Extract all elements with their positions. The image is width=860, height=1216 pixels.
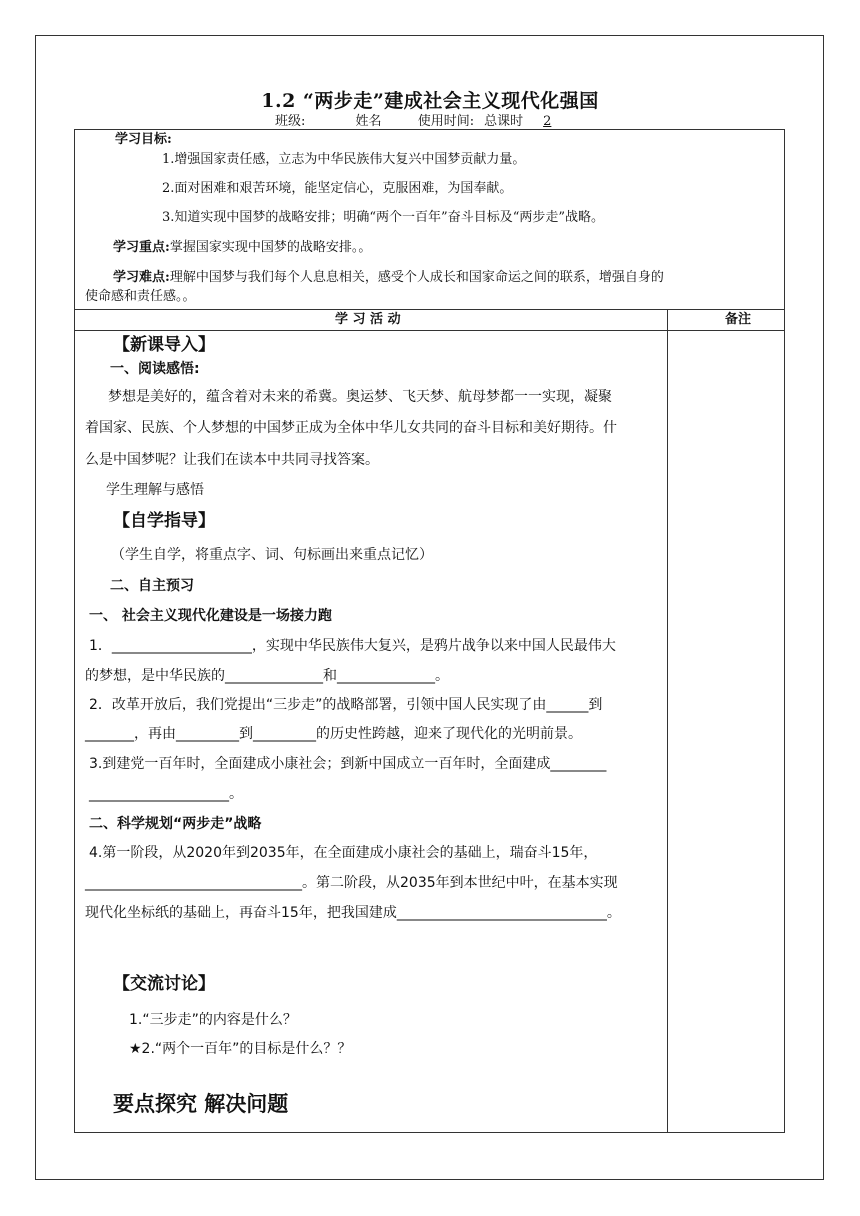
question-4-cont: 现代化坐标纸的基础上，再奋斗15年，把我国建成______________________________。	[85, 905, 621, 921]
divider	[75, 330, 784, 331]
difficulty-text-cont: 使命感和责任感。。	[85, 289, 196, 304]
intro-subheading: 一、阅读感悟:	[110, 361, 200, 377]
difficulty-label: 学习难点:	[113, 270, 170, 285]
intro-text: 么是中国梦呢？让我们在读本中共同寻找答案。	[85, 452, 379, 468]
intro-text: 梦想是美好的，蕴含着对未来的希冀。奥运梦、飞天梦、航母梦都一一实现，凝聚	[108, 389, 612, 405]
lesson-table	[74, 129, 785, 1133]
hours-value: 2	[543, 114, 552, 129]
question-1: 1．____________________，实现中华民族伟大复兴，是鸦片战争以来中国人民最伟大	[89, 638, 616, 654]
discussion-question: ★2.“两个一百年”的目标是什么？？	[129, 1041, 352, 1057]
hours-label: 总课时	[484, 114, 524, 129]
goal-item: 3.知道实现中国梦的战略安排；明确“两个一百年”奋斗目标及“两步走”战略。	[162, 210, 604, 225]
class-info-line	[275, 110, 577, 129]
divider	[75, 309, 784, 310]
name-label: 姓名	[355, 114, 382, 129]
difficulty	[113, 269, 664, 287]
discussion-question: 1.“三步走”的内容是什么？	[129, 1012, 297, 1028]
section-heading: 二、科学规划“两步走”战略	[89, 816, 262, 832]
preview-heading: 二、自主预习	[110, 578, 194, 594]
intro-heading: 【新课导入】	[113, 335, 215, 355]
question-3: 3.到建党一百年时，全面建成小康社会；到新中国成立一百年时，全面建成________	[89, 756, 607, 772]
page-title: 1.2 “两步走”建成社会主义现代化强国	[261, 90, 599, 112]
question-3-cont: ____________________。	[89, 786, 243, 802]
key-point-text: 掌握国家实现中国梦的战略安排。。	[169, 240, 372, 255]
question-4-cont: _______________________________。第二阶段，从2035年到本世纪中叶，在基本实现	[85, 875, 618, 891]
understand-text: 学生理解与感悟	[106, 482, 204, 498]
goals-heading: 学习目标:	[115, 132, 172, 147]
section-heading: 一、 社会主义现代化建设是一场接力跑	[89, 608, 332, 624]
question-1-cont: 的梦想，是中华民族的______________和______________。	[85, 668, 449, 684]
activity-header: 学 习 活 动	[335, 312, 401, 327]
question-2: 2．改革开放后，我们党提出“三步走”的战略部署，引领中国人民实现了由______到	[89, 697, 603, 713]
question-4: 4.第一阶段，从2020年到2035年，在全面建成小康社会的基础上，瑞奋斗15年，	[89, 845, 598, 861]
goal-item: 1.增强国家责任感，立志为中华民族伟大复兴中国梦贡献力量。	[162, 152, 526, 167]
key-point-label: 学习重点:	[113, 240, 170, 255]
difficulty-text: 理解中国梦与我们每个人息息相关，感受个人成长和国家命运之间的联系，增强自身的	[169, 270, 664, 285]
goal-item: 2.面对困难和艰苦环境，能坚定信心，克服困难，为国奉献。	[162, 181, 513, 196]
column-divider	[667, 309, 668, 1133]
time-label: 使用时间:	[417, 114, 475, 129]
self-study-heading: 【自学指导】	[113, 511, 215, 531]
question-2-cont: _______，再由_________到_________的历史性跨越，迎来了现代化的光明前景。	[85, 726, 582, 742]
intro-text: 着国家、民族、个人梦想的中国梦正成为全体中华儿女共同的奋斗目标和美好期待。什	[85, 420, 617, 436]
self-study-note: （学生自学，将重点字、词、句标画出来重点记忆）	[111, 547, 433, 563]
notes-header: 备注	[725, 312, 752, 327]
class-label: 班级:	[275, 114, 306, 129]
explore-heading: 要点探究 解决问题	[113, 1092, 289, 1116]
discussion-heading: 【交流讨论】	[113, 974, 215, 994]
key-point	[113, 239, 371, 257]
